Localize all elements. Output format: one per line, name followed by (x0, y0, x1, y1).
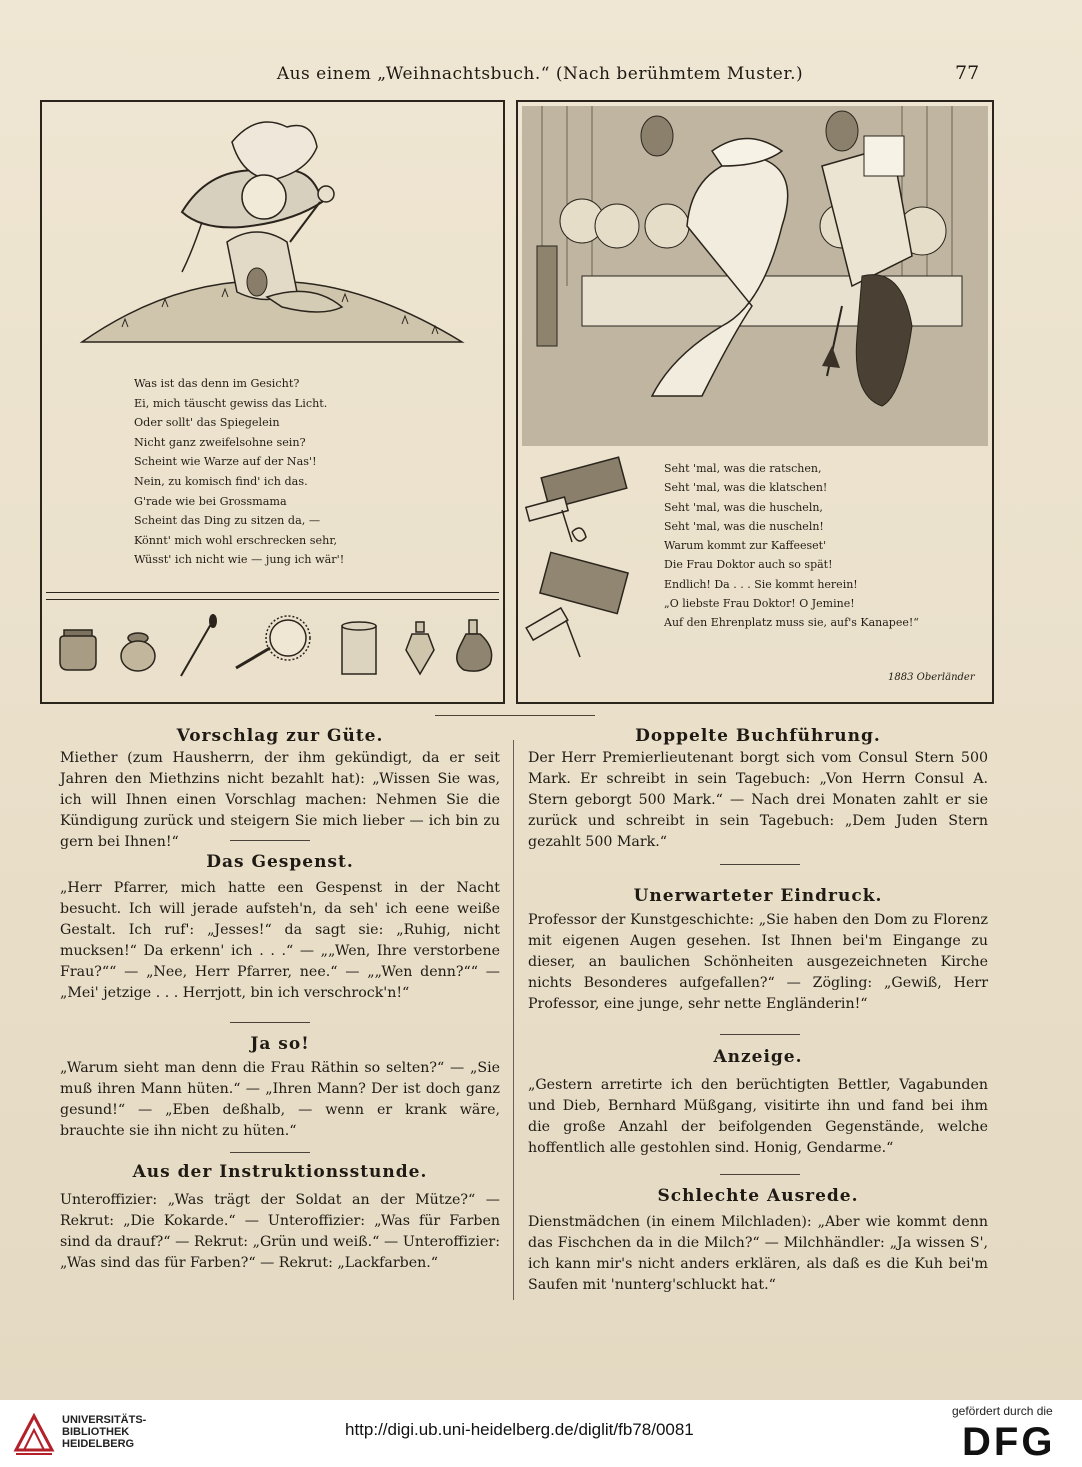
poem-line: Wüsst' ich nicht wie — jung ich wär'! (134, 553, 345, 567)
perfume-bottle-icon (406, 622, 434, 674)
separator (230, 1152, 310, 1153)
poem-line: Auf den Ehrenplatz muss sie, auf's Kanapee!“ (664, 616, 919, 630)
article-title: Schlechte Ausrede. (657, 1186, 859, 1206)
separator (230, 840, 310, 841)
running-title: Aus einem „Weihnachtsbuch.“ (Nach berühmtem Muster.) (276, 64, 804, 84)
poem-line: Seht 'mal, was die nuscheln! (664, 519, 824, 533)
library-name-line: UNIVERSITÄTS- (62, 1414, 147, 1426)
page-number: 77 (955, 62, 980, 84)
poem-line: Was ist das denn im Gesicht? (134, 377, 300, 390)
article-title: Ja so! (250, 1034, 310, 1054)
article-body: Professor der Kunstgeschichte: „Sie haben den Dom zu Florenz mit eigenen Augen gesehen. Ist Ihnen bei'm Eingange zu dieser, an baulichen Schönheiten ausgezeichneten Kirche nichts Besonderes aufgefallen?“ — Zögling: „Gewiß, Herr Professor, eine junge, sehr nette Engländerin!“ (528, 912, 988, 1013)
jar-icon (60, 630, 96, 670)
column-rule (513, 740, 514, 1300)
footer-bar (0, 1400, 1082, 1467)
poem-line: Seht 'mal, was die klatschen! (664, 481, 828, 495)
illustration-frame-left (40, 100, 505, 704)
separator (720, 1034, 800, 1035)
brush-icon (181, 615, 216, 676)
article-title: Vorschlag zur Güte. (176, 726, 384, 746)
top-separator (435, 715, 595, 716)
article-title: Das Gespenst. (206, 852, 354, 872)
university-library-logo-icon (12, 1410, 56, 1456)
poem-line: „O liebste Frau Doktor! O Jemine! (664, 597, 855, 611)
article-body: „Gestern arretirte ich den berüchtigten Bettler, Vagabunden und Dieb, Bernhard Müßgang, visitirte ihn und fand bei ihm die große Anzahl der beifolgenden Gegenstände, welche hoffentlich alle gestohlen sind. Honig, Gendarme.“ (528, 1077, 988, 1157)
box-icon (342, 622, 376, 674)
poem-right (664, 459, 919, 633)
poem-line: Scheint das Ding zu sitzen da, — (134, 514, 321, 528)
artist-signature: 1883 Oberländer (888, 672, 975, 683)
article-title: Anzeige. (713, 1047, 803, 1067)
article-body: „Herr Pfarrer, mich hatte een Gespenst in der Nacht besucht. Ich will jerade aufsteh'n, da seh' ich eene weiße Gestalt. Ich ruf': „Jesses!“ da sagt sie: „Ruhig, nicht mucksen!“ Da erkenn' ich . . .“ — „„Wen, Ihre verstorbene Frau?““ — „Nee, Herr Pfarrer, nee.“ — „„Wen denn?““ — „Mei' jetzige . . . Herrjott, bin ich verschrock'n!“ (60, 880, 500, 1002)
poem-line: Könnt' mich wohl erschrecken sehr, (134, 533, 338, 547)
powder-puff-icon (236, 616, 310, 668)
cosmetics-objects-row (46, 604, 499, 694)
poem-line: Seht 'mal, was die huscheln, (664, 500, 823, 514)
divider (46, 592, 499, 593)
article-body: Dienstmädchen (in einem Milchladen): „Aber wie kommt denn das Fischchen da in die Milch?“ — Milchhändler: „Ja wissen S', ich kann mir's nicht anders erklären, als daß es die Kuh bei'm Saufen mit 'nunterg'schluckt hat.“ (528, 1214, 988, 1294)
article-body: Miether (zum Hausherrn, der ihm gekündigt, da er seit Jahren den Miethzins nicht bezahlt hat): „Wissen Sie was, ich will Ihnen einen Vorschlag machen: Nehmen Sie die Kündigung zurück und steigern Sie mich lieber — ich bin zu gern bei Ihnen!“ (60, 750, 500, 851)
poem-line: Oder sollt' das Spiegelein (134, 416, 280, 430)
source-url-link[interactable]: http://digi.ub.uni-heidelberg.de/diglit/fb78/0081 (345, 1420, 694, 1439)
poem-line: Die Frau Doktor auch so spät! (664, 558, 833, 572)
poem-line: Nein, zu komisch find' ich das. (134, 474, 308, 488)
article-body: „Warum sieht man denn die Frau Räthin so selten?“ — „Sie muß ihren Mann hüten.“ — „Ihren Mann? Der ist doch ganz gesund!“ — „Eben deßhalb, — wenn er krank wäre, brauchte sie ihn nicht zu hüten.“ (60, 1060, 500, 1140)
poem-line: Nicht ganz zweifelsohne sein? (134, 435, 306, 449)
poem-line: Ei, mich täuscht gewiss das Licht. (134, 396, 328, 410)
poem-line: G'rade wie bei Grossmama (134, 494, 287, 508)
article-title: Unerwarteter Eindruck. (633, 886, 883, 906)
coffee-party-illustration (522, 106, 988, 446)
library-name-line: BIBLIOTHEK (62, 1426, 130, 1438)
article-body: Der Herr Premierlieutenant borgt sich vom Consul Stern 500 Mark. Er schreibt in sein Tagebuch: „Von Herrn Consul A. Stern geborgt 500 Mark.“ — Nach drei Monaten zahlt er sie zurück und schreibt in sein Tagebuch: „Dem Juden Stern gezahlt 500 Mark.“ (528, 750, 988, 851)
poem-line: Scheint wie Warze auf der Nas'! (134, 455, 317, 469)
flask-icon (457, 620, 492, 671)
pot-icon (121, 633, 155, 671)
poem-left (134, 374, 344, 570)
separator (230, 1022, 310, 1023)
illustration-frame-right (516, 100, 994, 704)
divider (46, 599, 499, 600)
article-body: Unteroffizier: „Was trägt der Soldat an der Mütze?“ — Rekrut: „Die Kokarde.“ — Unteroffizier: „Was für Farben sind da drauf?“ — Rekrut: „Grün und weiß.“ — Unteroffizier: „Was sind das für Farben?“ — Rekrut: „Lackfarben.“ (60, 1192, 500, 1272)
poem-line: Warum kommt zur Kaffeeset' (664, 539, 827, 553)
separator (720, 1174, 800, 1175)
poem-line: Endlich! Da . . . Sie kommt herein! (664, 577, 858, 591)
woman-with-mirror-illustration (42, 102, 503, 362)
library-name (62, 1414, 146, 1450)
article-title: Aus der Instruktionsstunde. (132, 1162, 428, 1182)
poem-line: Seht 'mal, was die ratschen, (664, 462, 822, 475)
rattles-illustration (522, 452, 642, 696)
funding-label: gefördert durch die (952, 1404, 1053, 1418)
article-title: Doppelte Buchführung. (635, 726, 881, 746)
separator (720, 864, 800, 865)
library-name-line: HEIDELBERG (62, 1438, 135, 1450)
dfg-logo: DFG (962, 1420, 1056, 1464)
